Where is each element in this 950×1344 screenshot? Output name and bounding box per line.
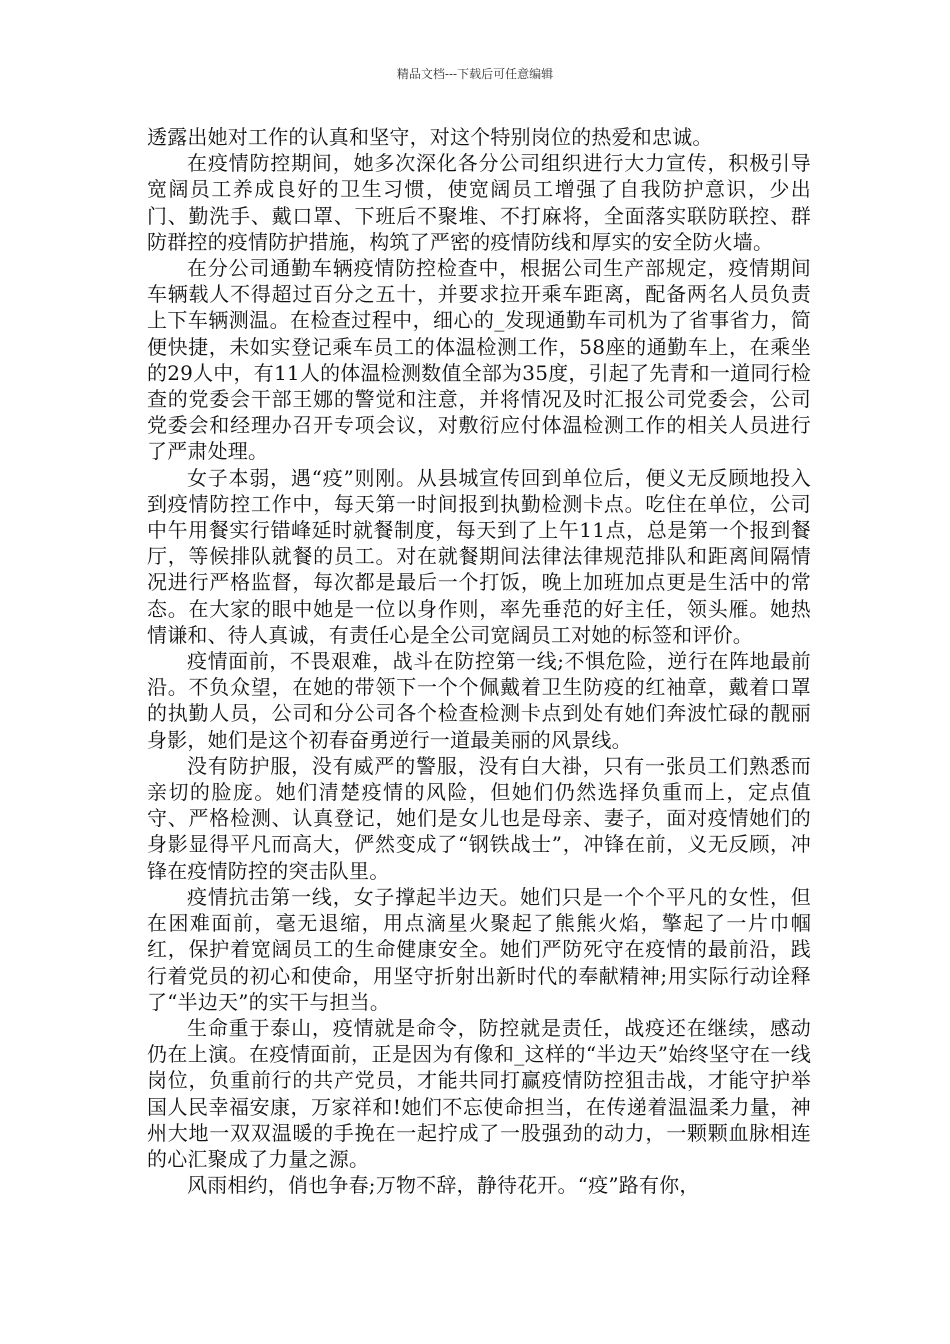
- paragraph-no-protective-gear: 没有防护服，没有威严的警服，没有白大褂，只有一张员工们熟悉而亲切的脸庞。她们清楚疫情的风险，但她们仍然选择负重而上，定点值守、严格检测、认真登记，她们是女儿也是母亲、妻子，面对疫情她们的身影显得平凡而高大，俨然变成了“钢铁战士”，冲锋在前，义无反顾，冲锋在疫情防控的突击队里。: [147, 753, 811, 883]
- page-header: 精品文档---下载后可任意编辑: [396, 67, 554, 81]
- paragraph-half-the-sky: 疫情抗击第一线，女子撑起半边天。她们只是一个个平凡的女性，但在困难面前，毫无退缩，用点滴星火聚起了熊熊火焰，擎起了一片巾帼红，保护着宽阔员工的生命健康安全。她们严防死守在疫情的最前沿，践行着党员的初心和使命，用坚守折射出新时代的奉献精神;用实际行动诠释了“半边天”的实干与担当。: [147, 884, 811, 1014]
- paragraph-shuttle-inspection: 在分公司通勤车辆疫情防控检查中，根据公司生产部规定，疫情期间车辆载人不得超过百分之五十，并要求拉开乘车距离，配备两名人员负责上下车辆测温。在检查过程中，细心的_发现通勤车司机为了省事省力，简便快捷，未如实登记乘车员工的体温检测工作，58座的通勤车上，在乘坐的29人中，有11人的体温检测数值全部为35度，引起了先青和一道同行检查的党委会干部王娜的警觉和注意，并将情况及时汇报公司党委会，公司党委会和经理办召开专项会议，对敷衍应付体温检测工作的相关人员进行了严肃处理。: [147, 256, 811, 464]
- document-body: [147, 124, 811, 1198]
- paragraph-epidemic-promotion: 在疫情防控期间，她多次深化各分公司组织进行大力宣传，积极引导宽阔员工养成良好的卫生习惯，使宽阔员工增强了自我防护意识，少出门、勤洗手、戴口罩、下班后不聚堆、不打麻将，全面落实联防联控、群防群控的疫情防护措施，构筑了严密的疫情防线和厚实的安全防火墙。: [147, 151, 811, 254]
- paragraph-life-over-mountain: 生命重于泰山，疫情就是命令，防控就是责任，战疫还在继续，感动仍在上演。在疫情面前，正是因为有像和_这样的“半边天”始终坚守在一线岗位，负重前行的共产党员，才能共同打赢疫情防控狙击战，才能守护举国人民幸福安康，万家祥和!她们不忘使命担当，在传递着温温柔力量，神州大地一双双温暖的手挽在一起拧成了一股强劲的动力，一颗颗血脉相连的心汇聚成了力量之源。: [147, 1015, 811, 1171]
- paragraph-frontline-duty: 女子本弱，遇“疫”则刚。从县城宣传回到单位后，便义无反顾地投入到疫情防控工作中，每天第一时间报到执勤检测卡点。吃住在单位，公司中午用餐实行错峰延时就餐制度，每天到了上午11点，总是第一个报到餐厅，等候排队就餐的员工。对在就餐期间法律法律规范排队和距离间隔情况进行严格监督，每次都是最后一个打饭，晚上加班加点更是生活中的常态。在大家的眼中她是一位以身作则，率先垂范的好主任，领头雁。她热情谦和、待人真诚，有责任心是全公司宽阔员工对她的标签和评价。: [147, 465, 811, 647]
- paragraph-closing: 风雨相约，俏也争春;万物不辞，静待花开。“疫”路有你，: [187, 1173, 700, 1198]
- paragraph-continued: 透露出她对工作的认真和坚守，对这个特别岗位的热爱和忠诚。: [147, 125, 713, 149]
- paragraph-facing-epidemic: 疫情面前，不畏艰难，战斗在防控第一线;不惧危险，逆行在阵地最前沿。不负众望，在她的带领下一个个佩戴着卫生防疫的红袖章，戴着口罩的执勤人员，公司和分公司各个检查检测卡点到处有她们奔波忙碌的靓丽身影，她们是这个初春奋勇逆行一道最美丽的风景线。: [147, 649, 811, 752]
